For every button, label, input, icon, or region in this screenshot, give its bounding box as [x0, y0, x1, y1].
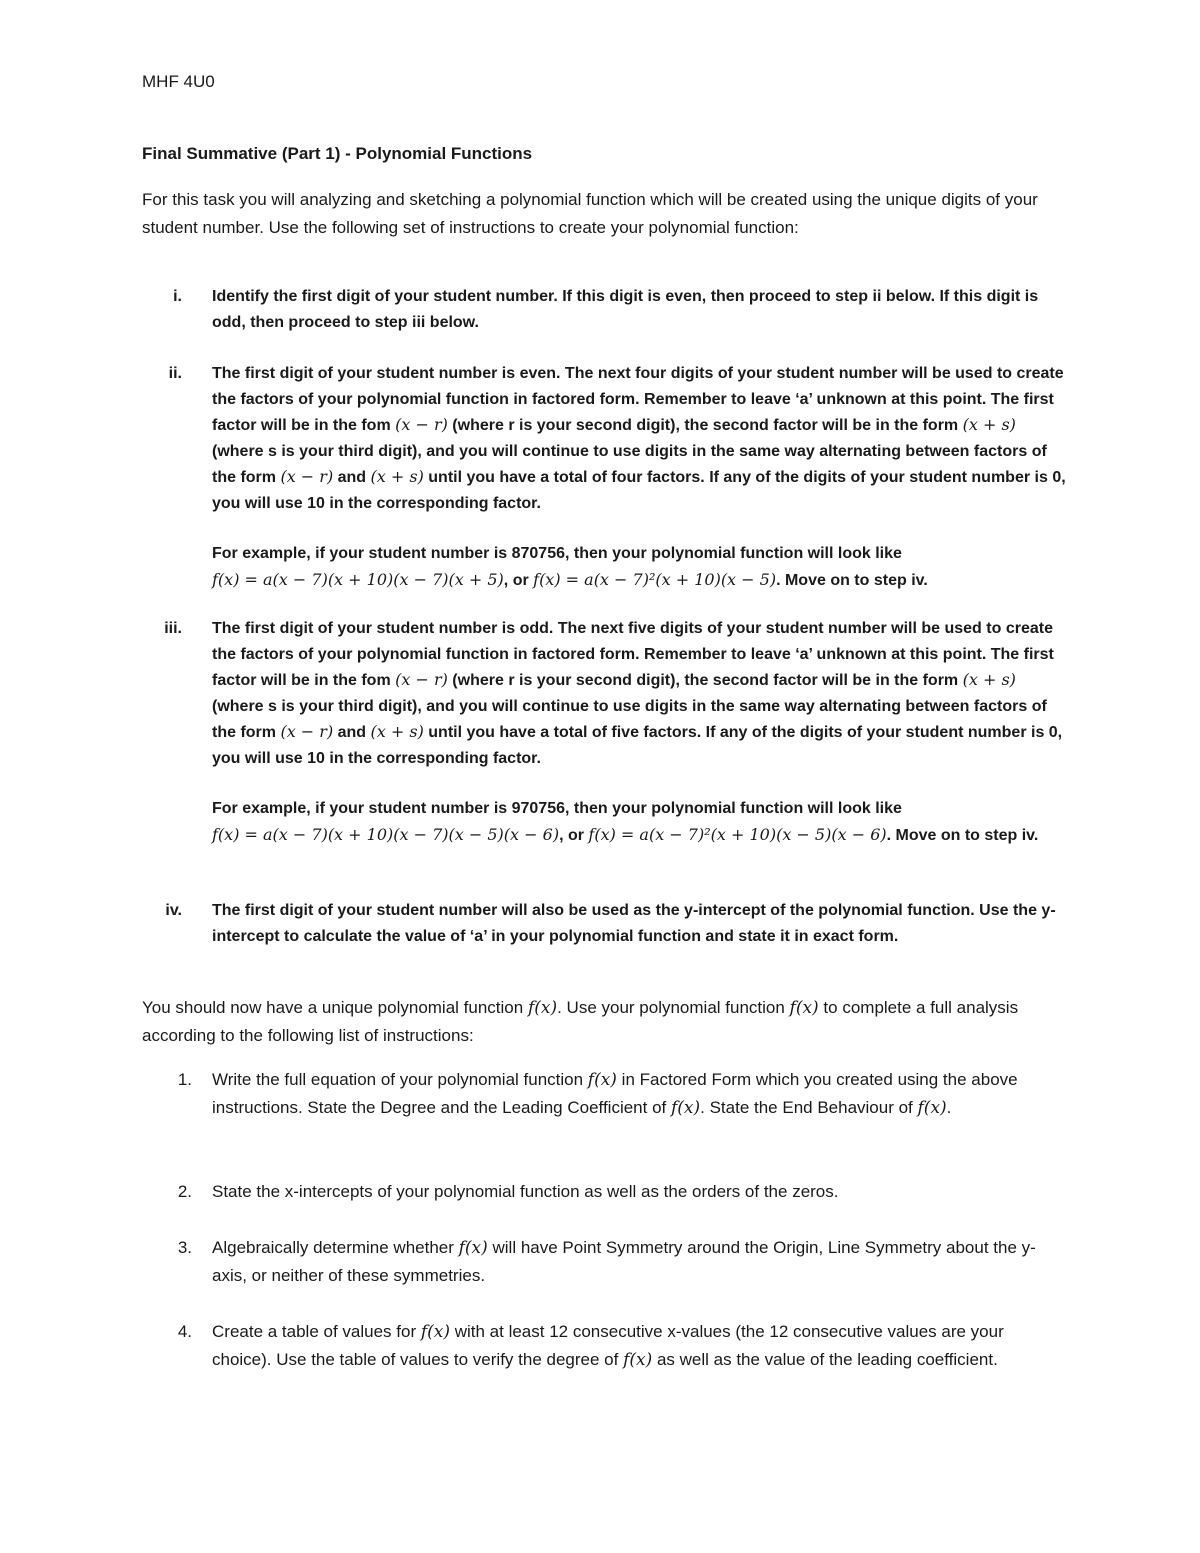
- math-expression: f(x): [917, 1098, 947, 1118]
- task-number: 1.: [177, 1070, 192, 1089]
- math-expression: (x − r): [280, 467, 334, 486]
- math-expression: f(x): [623, 1350, 653, 1370]
- task-number: 3.: [177, 1238, 192, 1257]
- example-paragraph: For example, if your student number is 970756, then your polynomial function will look like f(x) = a(x − 7)(x + 10)(x − 7)(x − 5)(x − 6), or f(x) = a(x − 7)²(x + 10)(x − 5)(x − 6). Move on to step iv.: [212, 800, 1039, 844]
- task-text: Write the full equation of your polynomial function f(x) in Factored Form which you created using the above instructions. State the Degree and the Leading Coefficient of f(x). State the End Behaviour of f(x).: [212, 1070, 1018, 1118]
- math-expression: f(x): [587, 1070, 617, 1090]
- task-3: [142, 1234, 1067, 1290]
- math-expression: (x + s): [370, 467, 424, 486]
- task-1: [142, 1066, 1067, 1122]
- math-expression: (x + s): [962, 670, 1016, 689]
- math-expression: f(x): [789, 998, 819, 1018]
- step-marker: iii.: [164, 620, 182, 637]
- math-expression: f(x): [420, 1322, 450, 1342]
- intro-paragraph: For this task you will analyzing and sketching a polynomial function which will be created using the unique digits of your student number. Use the following set of instructions to create your polynomial function:: [142, 190, 1038, 237]
- math-expression: f(x): [458, 1238, 488, 1258]
- analysis-intro-paragraph: You should now have a unique polynomial function f(x). Use your polynomial function f(x) to complete a full analysis according to the following list of instructions:: [142, 998, 1019, 1045]
- math-expression: f(x): [670, 1098, 701, 1118]
- math-expression: (x − r): [280, 722, 334, 741]
- math-expression: f(x) = a(x − 7)(x + 10)(x − 7)(x − 5)(x − 6): [212, 824, 560, 844]
- page-title: Final Summative (Part 1) - Polynomial Functions: [142, 144, 533, 163]
- course-code: MHF 4U0: [142, 72, 215, 91]
- example-paragraph: For example, if your student number is 870756, then your polynomial function will look like f(x) = a(x − 7)(x + 10)(x − 7)(x + 5), or f(x) = a(x − 7)²(x + 10)(x − 5). Move on to step iv.: [212, 545, 928, 589]
- step-marker: i.: [173, 288, 182, 305]
- task-text: Create a table of values for f(x) with at least 12 consecutive x-values (the 12 consecutive values are your choice). Use the table of values to verify the degree of f(x) as well as the value of the leading coefficient.: [212, 1322, 1004, 1370]
- task-number: 4.: [177, 1322, 192, 1341]
- step-text: Identify the first digit of your student number. If this digit is even, then proceed to step ii below. If this digit is odd, then proceed to step iii below.: [212, 288, 1039, 331]
- math-expression: f(x) = a(x − 7)(x + 10)(x − 7)(x + 5): [212, 569, 504, 589]
- math-expression: (x + s): [370, 722, 424, 741]
- math-expression: f(x): [527, 998, 558, 1018]
- math-expression: (x + s): [962, 415, 1016, 434]
- math-expression: f(x) = a(x − 7)²(x + 10)(x − 5)(x − 6): [588, 824, 887, 844]
- step-paragraph: The first digit of your student number is even. The next four digits of your student number will be used to create the factors of your polynomial function in factored form. Remember to leave ‘a’ unknown at this point. The first factor will be in the fom (x − r) (where r is your second digit), the second factor will be in the form (x + s) (where s is your third digit), and you will continue to use digits in the same way alternating between factors of the form (x − r) and (x + s) until you have a total of four factors. If any of the digits of your student number is 0, you will use 10 in the corresponding factor.: [212, 365, 1066, 512]
- step-iii: [142, 616, 1067, 848]
- step-i: [142, 284, 1067, 335]
- math-expression: (x − r): [395, 415, 448, 434]
- step-text: The first digit of your student number will also be used as the y-intercept of the polynomial function. Use the y-intercept to calculate the value of ‘a’ in your polynomial function and state it in exact form.: [212, 902, 1056, 945]
- math-expression: f(x) = a(x − 7)²(x + 10)(x − 5): [533, 569, 777, 589]
- task-number: 2.: [177, 1182, 192, 1201]
- task-text: Algebraically determine whether f(x) will have Point Symmetry around the Origin, Line Symmetry about the y-axis, or neither of these symmetries.: [212, 1238, 1036, 1285]
- task-2: [142, 1178, 1067, 1206]
- math-expression: (x − r): [395, 670, 448, 689]
- step-iv: [142, 898, 1067, 949]
- task-text: State the x-intercepts of your polynomial function as well as the orders of the zeros.: [212, 1182, 839, 1201]
- step-paragraph: The first digit of your student number is odd. The next five digits of your student number will be used to create the factors of your polynomial function in factored form. Remember to leave ‘a’ unknown at this point. The first factor will be in the fom (x − r) (where r is your second digit), the second factor will be in the form (x + s) (where s is your third digit), and you will continue to use digits in the same way alternating between factors of the form (x − r) and (x + s) until you have a total of five factors. If any of the digits of your student number is 0, you will use 10 in the corresponding factor.: [212, 620, 1063, 767]
- task-4: [142, 1318, 1067, 1374]
- step-marker: ii.: [168, 365, 182, 382]
- step-marker: iv.: [165, 902, 182, 919]
- step-ii: [142, 361, 1067, 593]
